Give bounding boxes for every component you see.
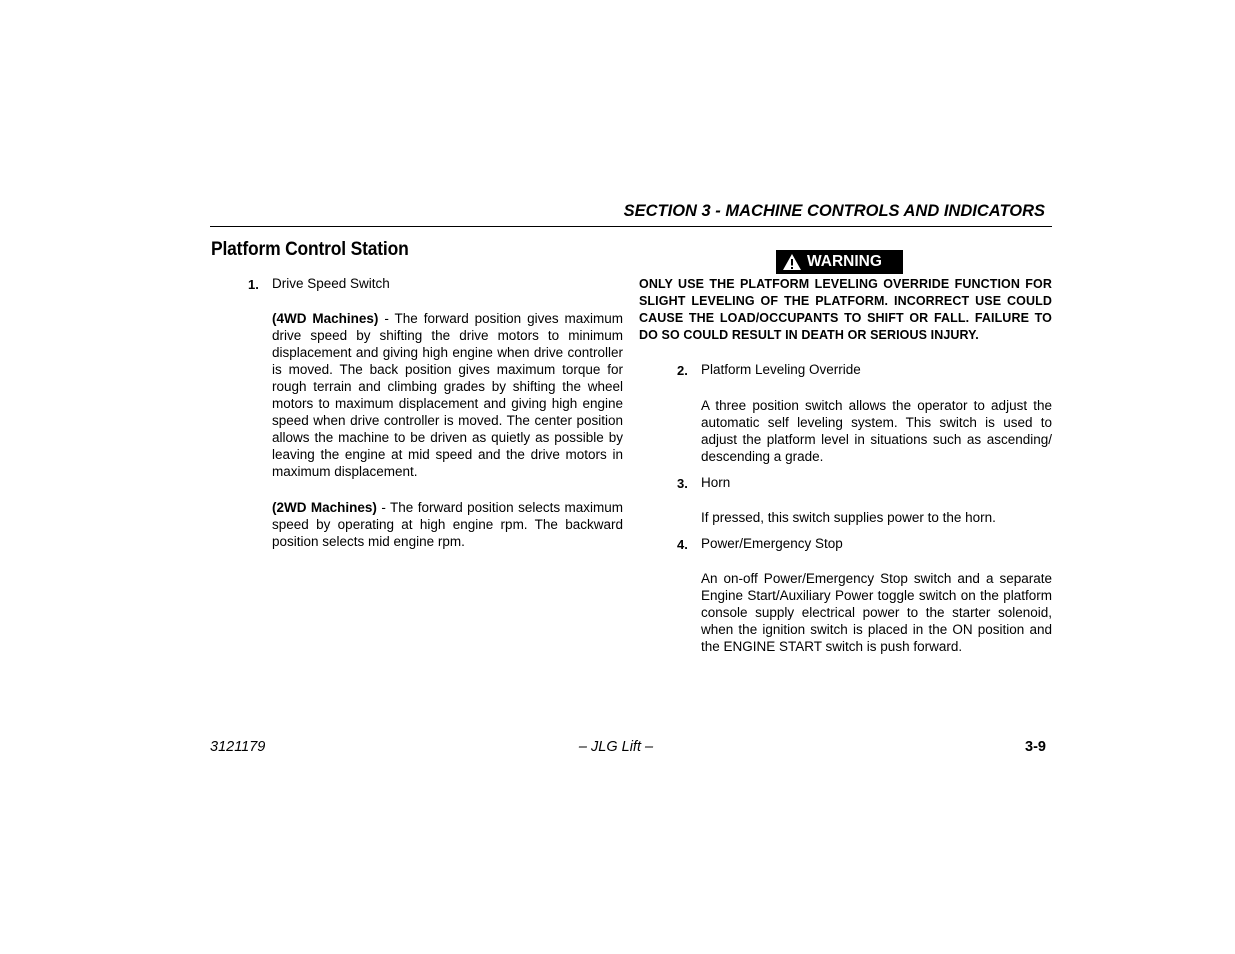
item-1-number: 1. [248, 277, 259, 292]
page-title: Platform Control Station [211, 239, 409, 260]
item-2-number: 2. [677, 363, 688, 378]
header-rule [210, 226, 1052, 227]
item-4-text: An on-off Power/Emergency Stop switch and a separate Engine Start/Auxiliary Power toggle switch on the platform console supply electrical power to the starter solenoid, when the ignition switch is placed in the ON position and the ENGINE START switch is push forward. [701, 571, 1052, 654]
warning-label: WARNING [807, 253, 882, 270]
item-2-title: Platform Leveling Override [701, 362, 861, 377]
footer-brand: – JLG Lift – [578, 739, 654, 755]
item-4-title: Power/Emergency Stop [701, 536, 843, 551]
item-3-number: 3. [677, 476, 688, 491]
item-3-text: If pressed, this switch supplies power to the horn. [701, 510, 996, 525]
item-1-2wd-label: (2WD Machines) [272, 500, 377, 515]
item-4-number: 4. [677, 537, 688, 552]
footer-page-number: 3-9 [1025, 739, 1046, 755]
item-1-title: Drive Speed Switch [272, 276, 390, 291]
item-1-paragraph-2wd [272, 499, 623, 550]
item-1-paragraph-4wd [272, 310, 623, 480]
item-1-2wd-text: - The forward position selects maximum speed by operating at high engine rpm. The backward position selects mid engine rpm. [272, 500, 623, 549]
section-header: SECTION 3 - MACHINE CONTROLS AND INDICATORS [623, 202, 1045, 220]
item-1-4wd-text: - The forward position gives maximum drive speed by shifting the drive motors to minimum displacement and giving high engine when drive controller is moved. The back position gives maximum torque for rough terrain and climbing grades by shifting the wheel motors to maximum displacement and giving high engine speed when drive controller is moved. The center position allows the machine to be driven as quietly as possible by leaving the engine at mid speed and the drive motors in maximum displacement. [272, 311, 623, 479]
item-3-title: Horn [701, 475, 731, 490]
warning-text: ONLY USE THE PLATFORM LEVELING OVERRIDE FUNCTION FOR SLIGHT LEVELING OF THE PLATFORM. INCORRECT USE COULD CAUSE THE LOAD/OCCUPANTS TO SHIFT OR FALL. FAILURE TO DO SO COULD RESULT IN DEATH OR SERIOUS INJURY. [639, 277, 1052, 342]
item-1-4wd-label: (4WD Machines) [272, 311, 379, 326]
warning-triangle-icon [782, 253, 802, 271]
warning-badge [776, 250, 903, 274]
item-2-text: A three position switch allows the operator to adjust the automatic self leveling system. This switch is used to adjust the platform level in situations such as ascending/ descending a grade. [701, 398, 1052, 464]
footer-doc-number: 3121179 [210, 739, 266, 755]
